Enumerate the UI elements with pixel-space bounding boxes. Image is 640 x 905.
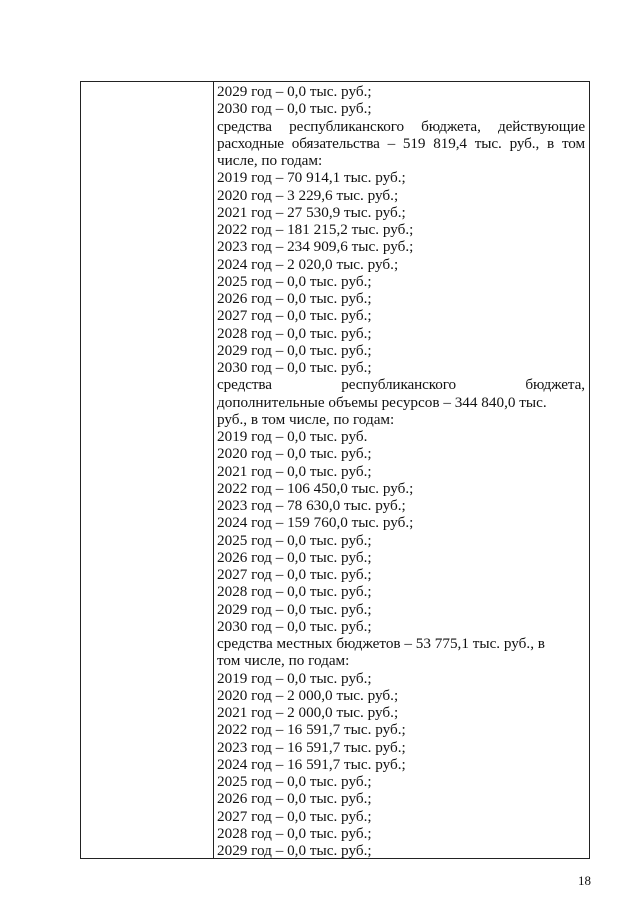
text-line: 2025 год – 0,0 тыс. руб.; (217, 272, 372, 290)
text-line: 2027 год – 0,0 тыс. руб.; (217, 566, 372, 583)
text-line: 2022 год – 181 215,2 тыс. руб.; (217, 221, 414, 238)
text-line: 2026 год – 0,0 тыс. руб.; (217, 548, 372, 566)
text-line: дополнительные объемы ресурсов – 344 840,0 тыс. (217, 393, 547, 411)
text-line: 2021 год – 2 000,0 тыс. руб.; (217, 704, 399, 721)
text-line: 2025 год – 0,0 тыс. руб.; (217, 531, 372, 549)
text-line: 2030 год – 0,0 тыс. руб.; (217, 617, 372, 635)
text-line: 2020 год – 0,0 тыс. руб.; (217, 445, 372, 463)
table-left-cell (81, 82, 213, 858)
text-line: 2022 год – 106 450,0 тыс. руб.; (217, 479, 414, 497)
page-number: 18 (578, 873, 591, 888)
text-line: 2029 год – 0,0 тыс. руб.; (217, 600, 372, 618)
text-line: 2020 год – 2 000,0 тыс. руб.; (217, 686, 399, 704)
text-line: 2027 год – 0,0 тыс. руб.; (217, 807, 372, 825)
text-line: 2028 год – 0,0 тыс. руб.; (217, 824, 372, 842)
text-line: 2028 год – 0,0 тыс. руб.; (217, 583, 372, 601)
text-line: 2030 год – 0,0 тыс. руб.; (217, 359, 372, 376)
text-line: 2023 год – 234 909,6 тыс. руб.; (217, 238, 414, 256)
text-line: 2019 год – 0,0 тыс. руб.; (217, 669, 372, 687)
text-line: 2024 год – 159 760,0 тыс. руб.; (217, 514, 414, 532)
column-divider (213, 82, 214, 858)
text-line: 2027 год – 0,0 тыс. руб.; (217, 307, 372, 325)
text-line: 2023 год – 78 630,0 тыс. руб.; (217, 497, 406, 514)
text-line: 2025 год – 0,0 тыс. руб.; (217, 773, 372, 790)
text-line: 2026 год – 0,0 тыс. руб.; (217, 790, 372, 808)
funding-table (80, 81, 590, 859)
text-line: 2029 год – 0,0 тыс. руб.; (217, 83, 372, 100)
text-line: 2026 год – 0,0 тыс. руб.; (217, 290, 372, 307)
text-line: 2022 год – 16 591,7 тыс. руб.; (217, 721, 406, 739)
text-line: 2024 год – 2 020,0 тыс. руб.; (217, 255, 399, 273)
text-line: 2021 год – 27 530,9 тыс. руб.; (217, 203, 406, 221)
text-line: средства местных бюджетов – 53 775,1 тыс. руб., в (217, 635, 545, 652)
text-line: 2029 год – 0,0 тыс. руб.; (217, 341, 372, 359)
text-line: числе, по годам: (217, 152, 323, 169)
text-line: средства республиканского бюджета, действующие (217, 117, 585, 135)
text-line: 2020 год – 3 229,6 тыс. руб.; (217, 186, 399, 204)
text-line: 2021 год – 0,0 тыс. руб.; (217, 462, 372, 480)
text-line: 2024 год – 16 591,7 тыс. руб.; (217, 755, 406, 773)
text-line: 2028 год – 0,0 тыс. руб.; (217, 324, 372, 342)
text-line: 2023 год – 16 591,7 тыс. руб.; (217, 738, 406, 756)
text-line: 2029 год – 0,0 тыс. руб.; (217, 842, 372, 858)
text-line: 2030 год – 0,0 тыс. руб.; (217, 100, 372, 118)
table-right-cell (217, 83, 585, 858)
text-line: расходные обязательства – 519 819,4 тыс. руб., в том (217, 134, 585, 152)
text-line: том числе, по годам: (217, 652, 350, 670)
text-line: 2019 год – 0,0 тыс. руб. (217, 428, 368, 445)
text-line: 2019 год – 70 914,1 тыс. руб.; (217, 169, 406, 187)
text-line: руб., в том числе, по годам: (217, 410, 395, 428)
text-line: средства республиканского бюджета, (217, 376, 585, 394)
